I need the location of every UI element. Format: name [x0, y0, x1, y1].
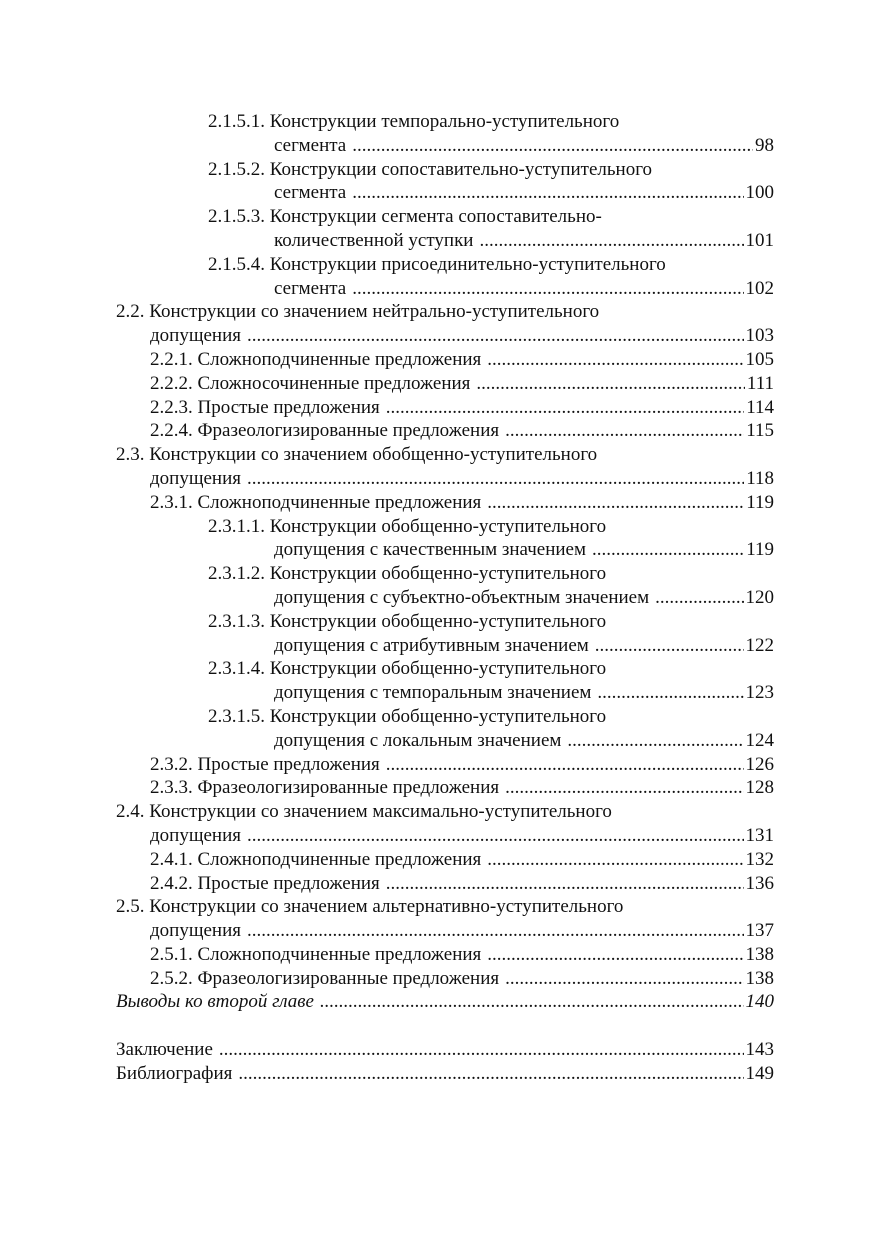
toc-entry-title: Фразеологизированные предложения — [197, 777, 500, 799]
toc-entry — [116, 800, 774, 848]
toc-entry-text — [150, 776, 499, 800]
toc-dot-leader — [247, 324, 744, 348]
toc-entry-text — [150, 824, 241, 848]
toc-entry-text — [150, 324, 241, 348]
toc-entry-number: 2.2.1. — [150, 348, 193, 370]
toc-entry-text — [274, 181, 346, 205]
toc-entry-line — [116, 895, 774, 919]
toc-entry-text — [116, 990, 314, 1014]
toc-page-number: 138 — [745, 967, 774, 989]
toc-entry-text — [274, 586, 649, 610]
toc-entry-line-leader — [116, 967, 774, 991]
toc-page-number: 115 — [746, 420, 774, 442]
toc-entry-text — [150, 919, 241, 943]
toc-entry-title: допущения с атрибутивным значением — [274, 634, 589, 656]
toc-entry — [116, 419, 774, 443]
toc-entry-title: Библиография — [116, 1063, 233, 1085]
toc-entry — [116, 1062, 774, 1086]
toc-entry-number: 2.4.2. — [150, 872, 193, 894]
toc-entry-line-leader — [116, 1038, 774, 1062]
toc-entry-text — [208, 254, 666, 275]
toc-entry-text — [116, 301, 599, 322]
toc-entry-title: сегмента — [274, 277, 347, 299]
toc-entry — [116, 443, 774, 491]
toc-entry-title: Выводы ко второй главе — [116, 991, 314, 1013]
toc-entry-text — [150, 348, 481, 372]
toc-dot-leader — [386, 872, 744, 896]
toc-dot-leader — [567, 729, 743, 753]
toc-entry-text — [208, 658, 606, 679]
toc-entry — [116, 943, 774, 967]
toc-entry-title: Конструкции присоединительно-уступительного — [269, 253, 666, 275]
toc-entry-line-leader — [116, 419, 774, 443]
toc-entry-line — [116, 205, 774, 229]
toc-entry-text — [208, 706, 606, 727]
toc-dot-leader — [505, 419, 744, 443]
toc-entry-title: Сложноподчиненные предложения — [197, 491, 482, 513]
toc-page-number: 122 — [745, 634, 774, 656]
toc-dot-leader — [352, 181, 743, 205]
toc-entry — [116, 1038, 774, 1062]
toc-page-number: 114 — [746, 396, 774, 418]
toc-entry-text — [208, 516, 606, 537]
toc-entry-line — [116, 562, 774, 586]
toc-entry-text — [208, 159, 652, 180]
toc-entry-line-leader — [116, 538, 774, 562]
toc-entry-line-leader — [116, 681, 774, 705]
toc-entry-title: Сложноподчиненные предложения — [197, 943, 482, 965]
toc-entry — [116, 396, 774, 420]
toc-entry-text — [274, 277, 346, 301]
toc-entry-line-leader — [116, 229, 774, 253]
toc-entry-line-leader — [116, 872, 774, 896]
toc-entry-text — [274, 634, 589, 658]
toc-page-number: 128 — [745, 777, 774, 799]
toc-entry-number: 2.1.5.1. — [208, 111, 265, 132]
toc-entry-number: 2.5.1. — [150, 943, 193, 965]
toc-entry — [116, 848, 774, 872]
toc-entry-title: допущения с локальным значением — [274, 729, 562, 751]
toc-entry-line-leader — [116, 919, 774, 943]
toc-entry — [116, 562, 774, 610]
toc-entry-number: 2.5.2. — [150, 967, 193, 989]
toc-entry-line-leader — [116, 634, 774, 658]
toc-entry-line-leader — [116, 753, 774, 777]
toc-entry-line-leader — [116, 396, 774, 420]
toc-entry — [116, 205, 774, 253]
toc-page-number: 140 — [745, 991, 774, 1013]
toc-entry — [116, 515, 774, 563]
toc-dot-leader — [247, 919, 744, 943]
toc-entry-text — [150, 467, 241, 491]
toc-entry-number: 2.2. — [116, 301, 145, 323]
toc-entry-title: Конструкции темпорально-уступительного — [269, 111, 620, 132]
toc-entry-line — [116, 253, 774, 277]
toc-entry-title: допущения — [150, 325, 241, 347]
toc-entry-title: допущения с субъектно-объектным значением — [274, 586, 650, 608]
toc-entry-number: 2.4.1. — [150, 848, 193, 870]
toc-entry-title: Конструкции обобщенно-уступительного — [269, 563, 607, 585]
toc-entry-title: Простые предложения — [197, 753, 380, 775]
toc-entry-title: Заключение — [116, 1039, 213, 1061]
toc-entry-text — [150, 848, 481, 872]
toc-entry-line — [116, 443, 774, 467]
toc-entry — [116, 657, 774, 705]
toc-dot-leader — [487, 943, 743, 967]
toc-entry-text — [116, 1038, 213, 1062]
toc-entry-title: Конструкции обобщенно-уступительного — [269, 610, 607, 632]
toc-entry-line-leader — [116, 848, 774, 872]
toc-entry-line-leader — [116, 776, 774, 800]
toc-entry-number: 2.1.5.4. — [208, 253, 265, 275]
toc-page-number: 100 — [745, 182, 774, 204]
toc-entry-line — [116, 300, 774, 324]
toc-entry-title: допущения — [150, 467, 241, 489]
toc-page-number: 126 — [745, 753, 774, 775]
toc-entry — [116, 253, 774, 301]
toc-entry — [116, 895, 774, 943]
toc-entry-title: Конструкции со значением максимально-уступительного — [149, 801, 612, 823]
toc-entry-title: Конструкции обобщенно-уступительного — [269, 658, 607, 680]
toc-entry-line-leader — [116, 1062, 774, 1086]
toc-entry-text — [274, 229, 473, 253]
toc-entry — [116, 158, 774, 206]
toc-entry-title: Сложноподчиненные предложения — [197, 348, 482, 370]
toc-entry-text — [150, 872, 380, 896]
toc-entry — [116, 872, 774, 896]
toc-page-number: 120 — [745, 586, 774, 608]
toc-dot-leader — [487, 348, 743, 372]
toc-entry-title: допущения с темпоральным значением — [274, 682, 592, 704]
toc-entry-line-leader — [116, 990, 774, 1014]
toc-entry-text — [116, 896, 623, 917]
toc-entry-text — [150, 372, 470, 396]
toc-entry-number: 2.1.5.2. — [208, 158, 265, 180]
toc-entry — [116, 753, 774, 777]
toc-dot-leader — [219, 1038, 744, 1062]
table-of-contents — [116, 110, 774, 1086]
toc-page-number: 118 — [746, 467, 774, 489]
toc-entry-text — [208, 206, 602, 227]
toc-entry-text — [150, 967, 499, 991]
toc-dot-leader — [386, 396, 744, 420]
toc-dot-leader — [487, 491, 744, 515]
toc-entry-text — [208, 563, 606, 584]
toc-entry-text — [274, 538, 586, 562]
toc-entry-title: Простые предложения — [197, 872, 380, 894]
toc-page-number: 136 — [745, 872, 774, 894]
toc-entry-title: Фразеологизированные предложения — [197, 420, 500, 442]
toc-page-number: 101 — [745, 229, 774, 251]
toc-entry-text — [150, 396, 380, 420]
toc-entry-line — [116, 158, 774, 182]
toc-entry-text — [150, 943, 481, 967]
toc-entry-text — [208, 611, 606, 632]
toc-entry — [116, 300, 774, 348]
toc-dot-leader — [238, 1062, 743, 1086]
toc-entry-line-leader — [116, 372, 774, 396]
toc-entry-line-leader — [116, 277, 774, 301]
toc-entry-number: 2.2.4. — [150, 420, 193, 442]
toc-entry-line-leader — [116, 324, 774, 348]
toc-entry-title: допущения — [150, 920, 241, 942]
toc-entry-number: 2.3.1. — [150, 491, 193, 513]
toc-entry-title: Конструкции со значением нейтрально-уступительного — [149, 301, 600, 323]
toc-page-number: 123 — [745, 682, 774, 704]
toc-entry-title: Конструкции со значением альтернативно-уступительного — [149, 896, 624, 918]
toc-entry-text — [274, 681, 591, 705]
toc-dot-leader — [386, 753, 744, 777]
toc-page-number: 138 — [745, 943, 774, 965]
toc-dot-leader — [352, 277, 743, 301]
toc-entry-line-leader — [116, 729, 774, 753]
toc-entry-text — [116, 1062, 232, 1086]
toc-entry-title: Конструкции обобщенно-уступительного — [269, 515, 607, 537]
toc-entry — [116, 610, 774, 658]
toc-page-number: 132 — [745, 848, 774, 870]
toc-entry-line-leader — [116, 824, 774, 848]
toc-entry-title: допущения — [150, 824, 241, 846]
toc-entry-line-leader — [116, 467, 774, 491]
toc-page-number: 137 — [745, 920, 774, 942]
toc-entry — [116, 110, 774, 158]
toc-entry-text — [274, 729, 561, 753]
toc-entry-title: Простые предложения — [197, 396, 380, 418]
toc-dot-leader — [505, 776, 743, 800]
toc-entry-text — [150, 753, 380, 777]
toc-entry-line — [116, 657, 774, 681]
toc-entry-number: 2.3.1.3. — [208, 610, 265, 632]
toc-dot-leader — [487, 848, 743, 872]
toc-entry — [116, 348, 774, 372]
toc-entry — [116, 967, 774, 991]
toc-page-number: 131 — [745, 824, 774, 846]
toc-entry-number: 2.3. — [116, 444, 145, 466]
toc-entry-number: 2.2.3. — [150, 396, 193, 418]
toc-entry-title: Конструкции сегмента сопоставительно- — [269, 206, 602, 228]
toc-entry-text — [116, 444, 597, 465]
toc-dot-leader — [352, 134, 753, 158]
toc-entry-line-leader — [116, 348, 774, 372]
toc-entry-number: 2.1.5.3. — [208, 206, 265, 228]
toc-page-number: 143 — [745, 1039, 774, 1061]
toc-entry-number: 2.5. — [116, 896, 145, 918]
toc-entry-line — [116, 800, 774, 824]
toc-entry-text — [208, 111, 619, 132]
toc-entry — [116, 776, 774, 800]
toc-entry-text — [150, 491, 481, 515]
toc-entry-line — [116, 110, 774, 134]
toc-page-number: 149 — [745, 1063, 774, 1085]
toc-dot-leader — [595, 634, 744, 658]
toc-entry-title: Конструкции со значением обобщенно-уступительного — [149, 444, 598, 466]
toc-entry-number: 2.3.1.4. — [208, 658, 265, 680]
toc-page-number: 124 — [745, 729, 774, 751]
toc-entry-number: 2.3.1.5. — [208, 705, 265, 727]
toc-entry-title: сегмента — [274, 182, 347, 204]
toc-entry — [116, 990, 774, 1014]
toc-entry-line — [116, 705, 774, 729]
toc-entry-line-leader — [116, 181, 774, 205]
toc-entry-number: 2.4. — [116, 801, 145, 823]
toc-entry-number: 2.3.2. — [150, 753, 193, 775]
toc-entry-number: 2.2.2. — [150, 372, 193, 394]
toc-entry-title: Конструкции сопоставительно-уступительного — [269, 158, 653, 180]
toc-page-number: 119 — [746, 539, 774, 561]
toc-page-number: 103 — [745, 325, 774, 347]
toc-entry-title: допущения с качественным значением — [274, 539, 587, 561]
toc-entry-number: 2.3.1.1. — [208, 515, 265, 537]
toc-dot-leader — [592, 538, 744, 562]
toc-entry-line-leader — [116, 134, 774, 158]
toc-entry-text — [150, 419, 499, 443]
toc-entry-title: сегмента — [274, 134, 347, 156]
toc-entry-text — [274, 134, 346, 158]
toc-dot-leader — [479, 229, 743, 253]
toc-gap — [116, 1014, 774, 1038]
toc-dot-leader — [476, 372, 744, 396]
toc-entry-title: Фразеологизированные предложения — [197, 967, 500, 989]
toc-entry-line — [116, 515, 774, 539]
toc-entry — [116, 705, 774, 753]
toc-entry — [116, 491, 774, 515]
toc-entry-line-leader — [116, 586, 774, 610]
toc-entry-line — [116, 610, 774, 634]
toc-dot-leader — [247, 824, 744, 848]
toc-entry-title: Конструкции обобщенно-уступительного — [269, 705, 607, 727]
toc-entry-title: количественной уступки — [274, 229, 474, 251]
toc-entry-text — [116, 801, 612, 822]
toc-entry-line-leader — [116, 943, 774, 967]
toc-entry-line-leader — [116, 491, 774, 515]
toc-page-number: 105 — [745, 348, 774, 370]
toc-dot-leader — [320, 990, 744, 1014]
toc-dot-leader — [505, 967, 743, 991]
toc-entry-title: Сложносочиненные предложения — [197, 372, 471, 394]
toc-dot-leader — [247, 467, 744, 491]
toc-entry-number: 2.3.1.2. — [208, 563, 265, 585]
toc-entry-title: Сложноподчиненные предложения — [197, 848, 482, 870]
toc-dot-leader — [655, 586, 743, 610]
toc-entry — [116, 372, 774, 396]
toc-dot-leader — [597, 681, 743, 705]
toc-entry-number: 2.3.3. — [150, 777, 193, 799]
toc-page-number: 119 — [746, 491, 774, 513]
toc-page-number: 102 — [745, 277, 774, 299]
toc-page-number: 111 — [746, 372, 774, 394]
toc-page-number: 98 — [755, 134, 774, 156]
